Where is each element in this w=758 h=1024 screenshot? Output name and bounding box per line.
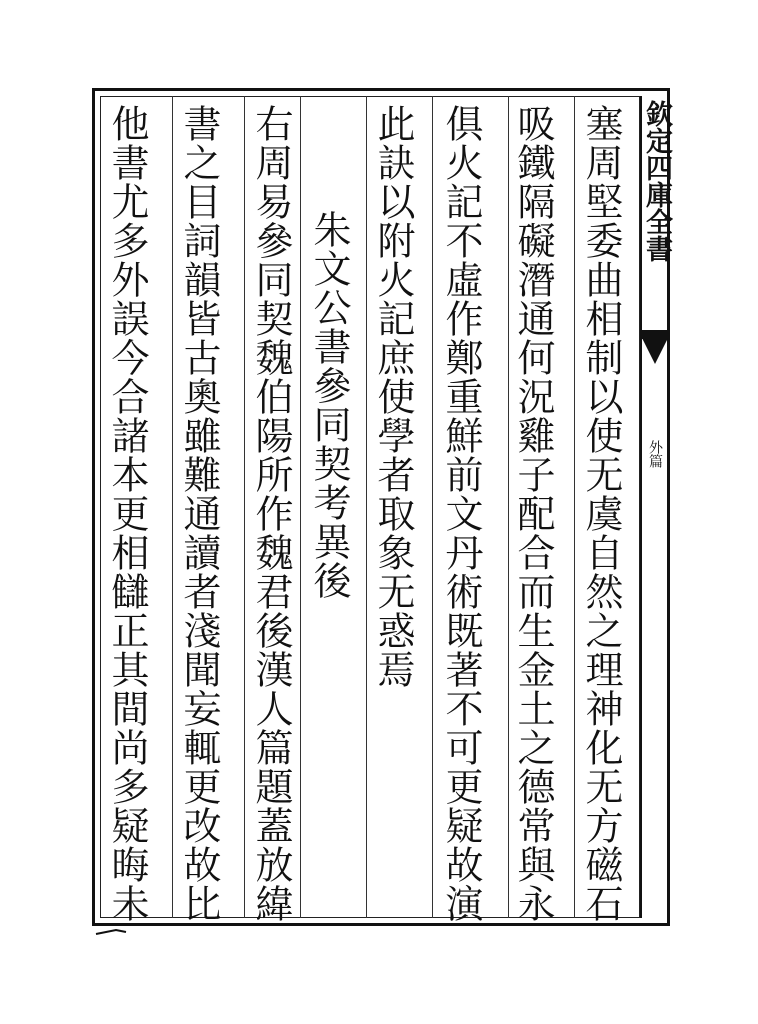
column-rule: [432, 96, 433, 918]
bottom-ornament: [96, 928, 126, 936]
section-label: 外篇: [647, 440, 663, 468]
column-rule: [574, 96, 575, 918]
collection-title: 欽定四庫全書: [641, 100, 672, 262]
essay-heading: 朱文公書參同契考異後: [307, 210, 351, 600]
text-column-2: 吸鐵隔礙潛通何況雞子配合而生金土之德常與永: [511, 104, 555, 923]
text-column-8: 他書尤多外誤今合諸本更相讎正其間尚多疑晦未: [105, 104, 149, 923]
column-rule: [508, 96, 509, 918]
text-column-3: 俱火記不虛作鄭重鮮前文丹術既著不可更疑故演: [439, 104, 483, 923]
text-column-1: 塞周堅委曲相制以使无虞自然之理神化无方磁石: [579, 104, 623, 923]
text-column-7: 書之目詞韻皆古奧雖難通讀者淺聞妄輒更改故比: [177, 104, 221, 923]
column-rule: [300, 96, 301, 918]
text-column-6: 右周易參同契魏伯陽所作魏君後漢人篇題蓋放緯: [249, 104, 293, 923]
column-rule: [366, 96, 367, 918]
column-rule: [244, 96, 245, 918]
fishtail-mark: [642, 338, 668, 364]
text-column-4: 此訣以附火記庶使學者取象无惑焉: [371, 104, 415, 689]
column-rule: [172, 96, 173, 918]
